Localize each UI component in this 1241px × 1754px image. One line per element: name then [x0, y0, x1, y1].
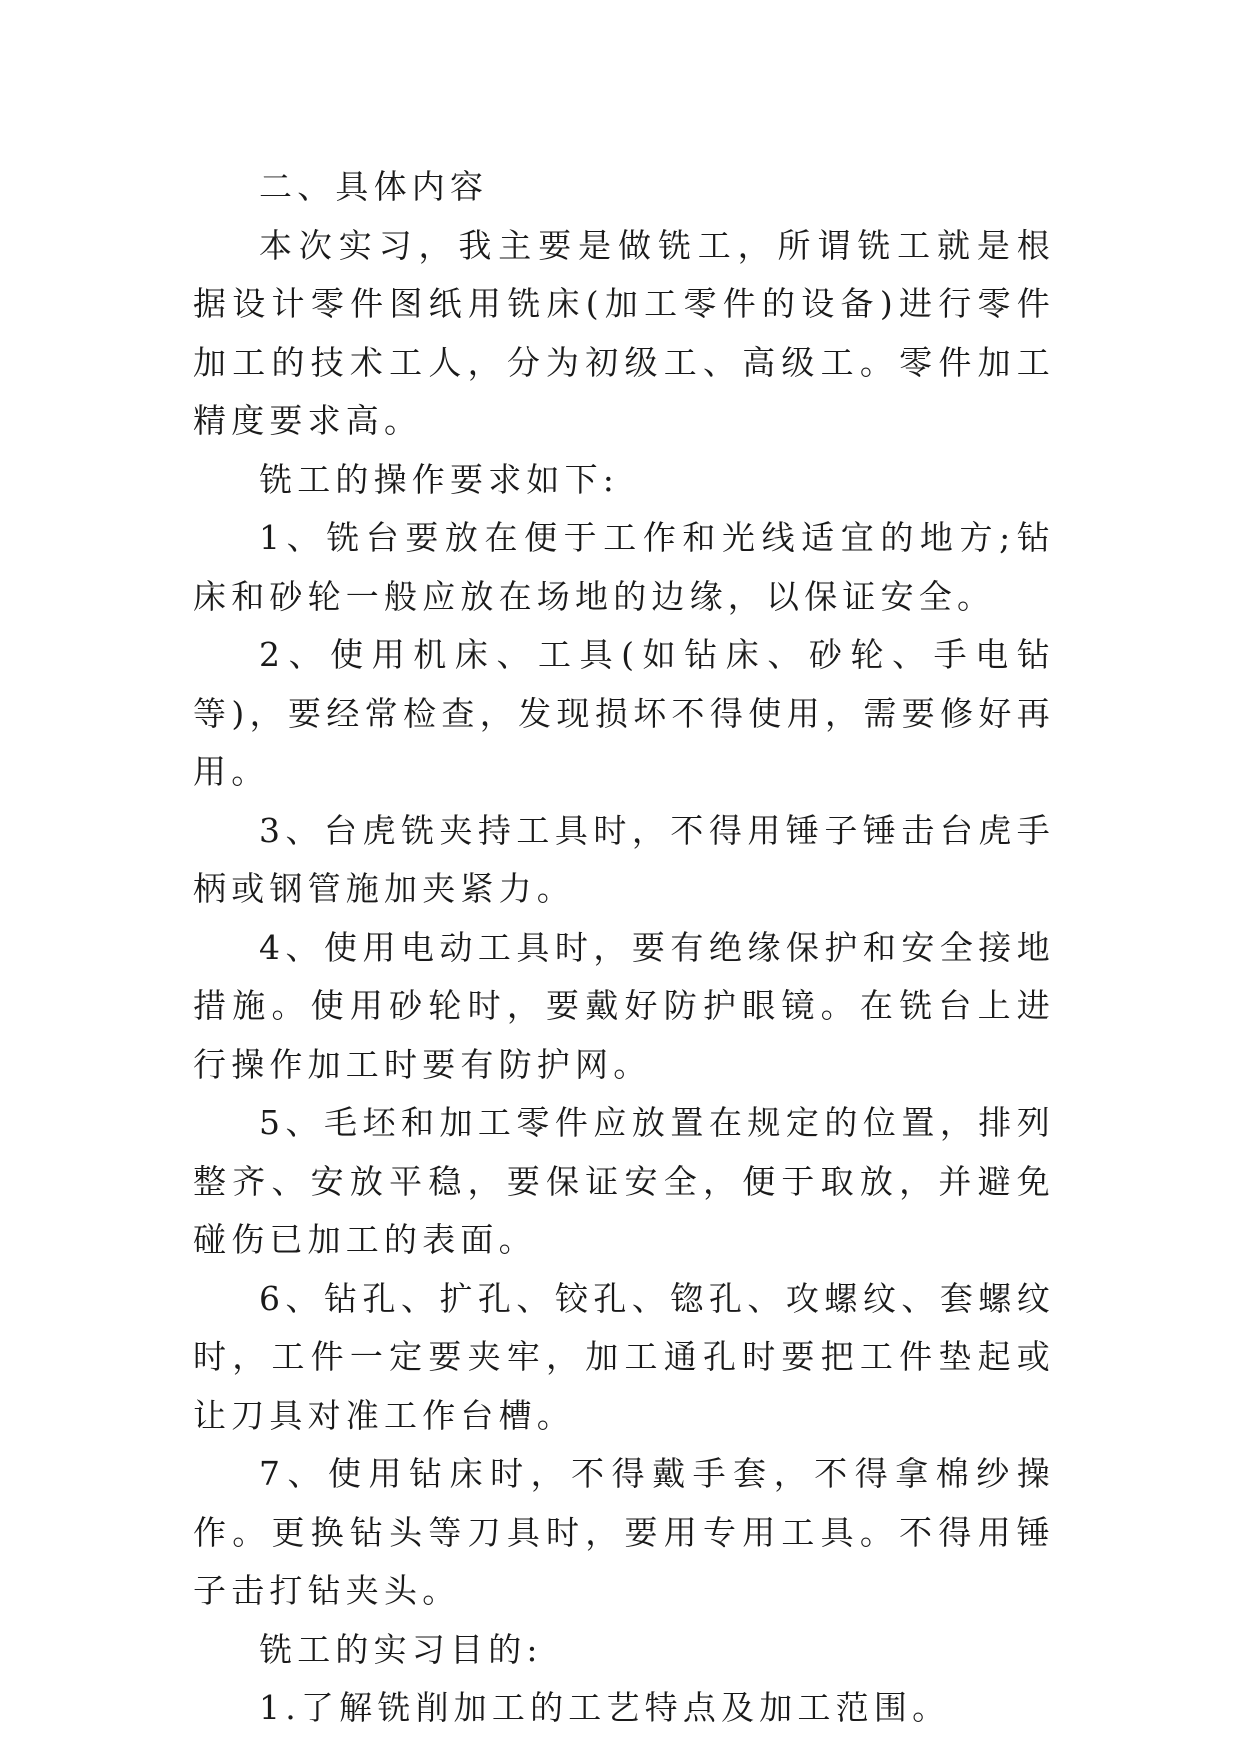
section-heading: 二、具体内容	[259, 167, 489, 206]
paragraph-item-2: 2、使用机床、工具(如钻床、砂轮、手电钻等)，要经常检查，发现损坏不得使用，需要修好再用。	[193, 635, 1055, 791]
paragraph-intro: 本次实习，我主要是做铣工，所谓铣工就是根据设计零件图纸用铣床(加工零件的设备)进行零件加工的技术工人，分为初级工、高级工。零件加工精度要求高。	[193, 225, 1055, 440]
paragraph-item-4: 4、使用电动工具时，要有绝缘保护和安全接地措施。使用砂轮时，要戴好防护眼镜。在铣台上进行操作加工时要有防护网。	[193, 927, 1055, 1084]
paragraph-item-3: 3、台虎铣夹持工具时，不得用锤子锤击台虎手柄或钢管施加夹紧力。	[193, 810, 1055, 908]
paragraph-item-5: 5、毛坯和加工零件应放置在规定的位置，排列整齐、安放平稳，要保证安全，便于取放，并避免碰伤已加工的表面。	[193, 1103, 1055, 1259]
paragraph-goals-title: 铣工的实习目的:	[259, 1629, 543, 1669]
paragraph-item-7: 7、使用钻床时，不得戴手套，不得拿棉纱操作。更换钻头等刀具时，要用专用工具。不得用锤子击打钻夹头。	[193, 1454, 1055, 1610]
document-body	[193, 158, 1055, 1738]
paragraph-item-1: 1、铣台要放在便于工作和光线适宜的地方;钻床和砂轮一般应放在场地的边缘，以保证安全。	[193, 518, 1055, 616]
paragraph-goal-1: 1.了解铣削加工的工艺特点及加工范围。	[259, 1688, 951, 1727]
paragraph-requirements-title: 铣工的操作要求如下:	[259, 459, 620, 499]
paragraph-item-6: 6、钻孔、扩孔、铰孔、锪孔、攻螺纹、套螺纹时，工件一定要夹牢，加工通孔时要把工件垫起或让刀具对准工作台槽。	[193, 1278, 1055, 1435]
